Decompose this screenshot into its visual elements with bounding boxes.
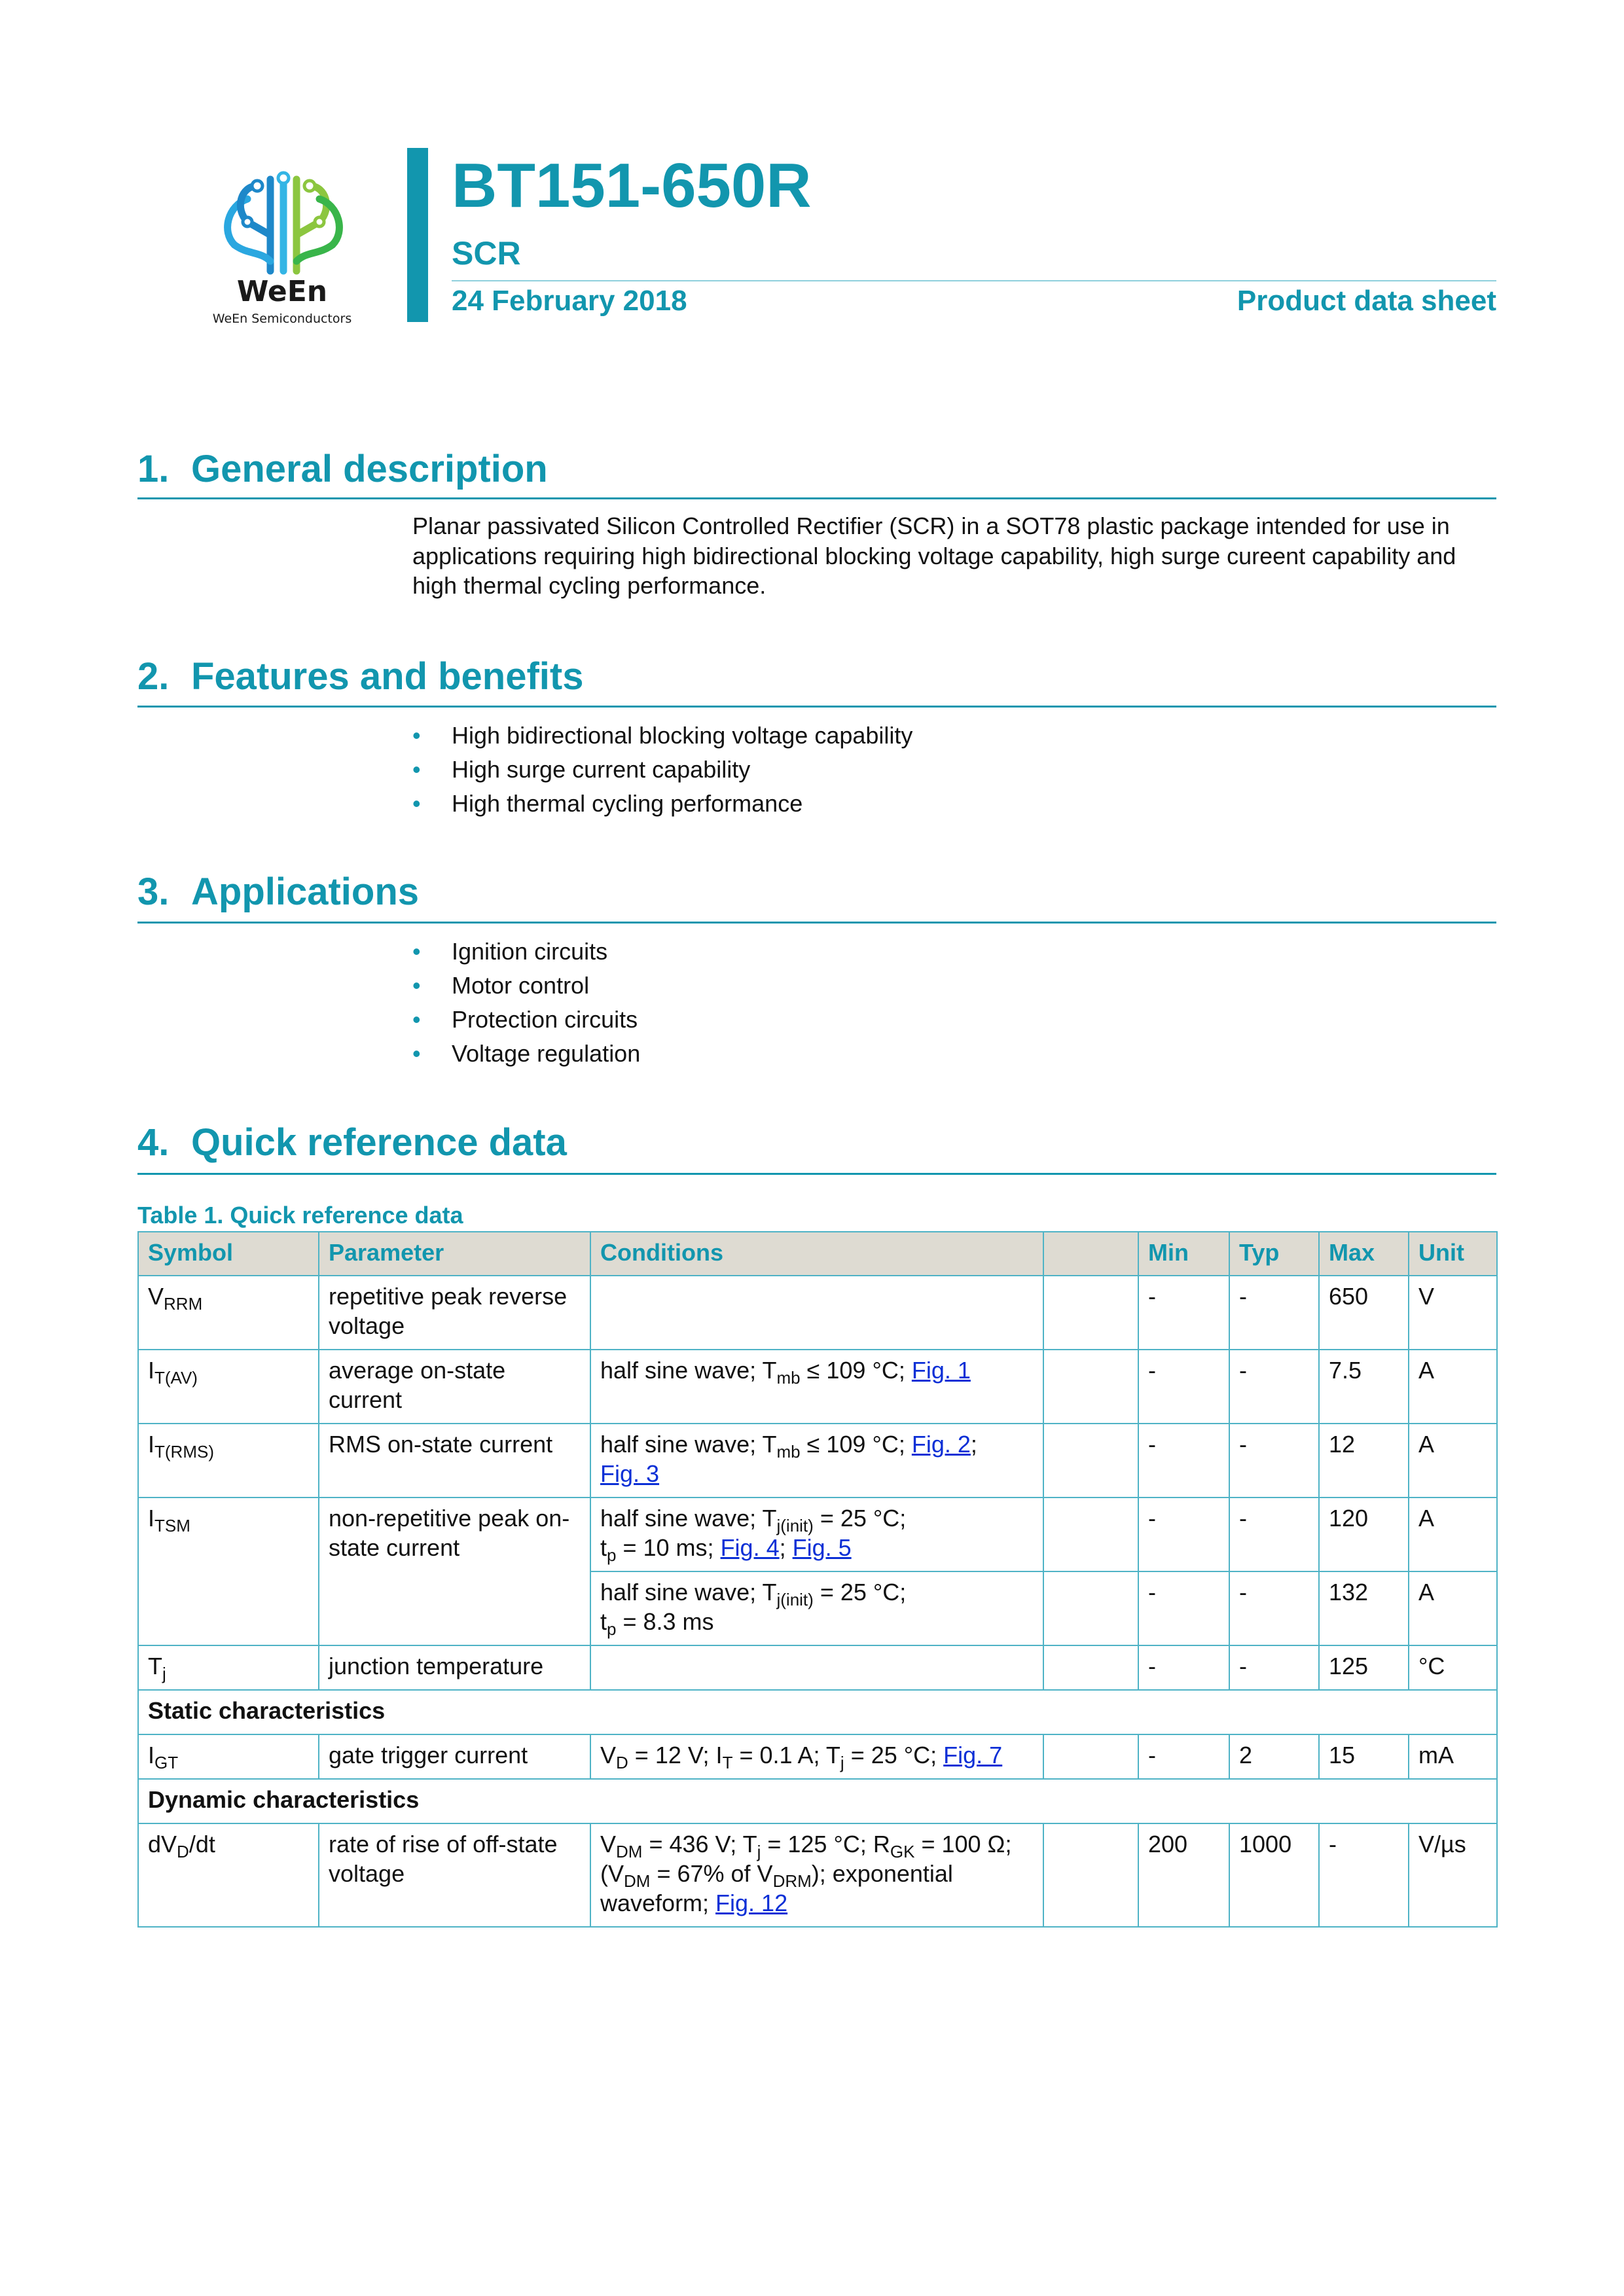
cond-text: t	[600, 1608, 607, 1635]
min-cell: -	[1138, 1571, 1229, 1645]
fig1-link[interactable]: Fig. 1	[911, 1357, 971, 1384]
conditions-cell	[590, 1350, 1043, 1424]
document-date: 24 February 2018	[452, 285, 687, 317]
parameter-cell: average on-state current	[319, 1350, 590, 1424]
list-item	[412, 969, 640, 1003]
max-cell: -	[1319, 1823, 1409, 1927]
min-cell: -	[1138, 1424, 1229, 1498]
max-cell: 120	[1319, 1498, 1409, 1571]
section-divider	[137, 706, 1496, 708]
bullet-icon: •	[412, 1006, 421, 1033]
symbol-cell	[138, 1734, 319, 1779]
section-heading-applications	[137, 870, 420, 913]
cond-text: waveform;	[600, 1890, 716, 1916]
fig4-link[interactable]: Fig. 4	[720, 1534, 780, 1561]
list-item-text: High surge current capability	[452, 756, 751, 783]
section-title: Features and benefits	[191, 655, 584, 698]
product-type: SCR	[452, 235, 521, 272]
table-header-row	[138, 1232, 1497, 1276]
cond-text: = 12 V; I	[628, 1742, 723, 1768]
cond-sub: DM	[624, 1871, 651, 1891]
max-cell: 125	[1319, 1645, 1409, 1690]
cond-sub: j(init)	[776, 1516, 814, 1535]
blank-cell	[1043, 1734, 1138, 1779]
table-row	[138, 1276, 1497, 1350]
section-number: 3.	[137, 870, 170, 913]
header-typ: Typ	[1229, 1232, 1319, 1276]
cond-text: V	[600, 1831, 617, 1857]
section-divider	[137, 1173, 1496, 1175]
max-cell: 15	[1319, 1734, 1409, 1779]
symbol-main: I	[148, 1505, 155, 1532]
cond-sub: GK	[890, 1842, 915, 1861]
parameter-cell: RMS on-state current	[319, 1424, 590, 1498]
cond-sub: T	[722, 1753, 733, 1772]
symbol-sub: j	[162, 1664, 166, 1683]
table-row	[138, 1823, 1497, 1927]
header-parameter: Parameter	[319, 1232, 590, 1276]
max-cell: 650	[1319, 1276, 1409, 1350]
conditions-cell	[590, 1645, 1043, 1690]
typ-cell: -	[1229, 1571, 1319, 1645]
table-row	[138, 1424, 1497, 1498]
symbol-sub: T(RMS)	[154, 1442, 214, 1462]
typ-cell: 1000	[1229, 1823, 1319, 1927]
symbol-main: I	[148, 1431, 155, 1458]
header-min: Min	[1138, 1232, 1229, 1276]
symbol-sub: TSM	[154, 1516, 190, 1535]
section-heading-general	[137, 450, 548, 488]
cond-text: = 67% of V	[650, 1860, 773, 1887]
conditions-cell	[590, 1498, 1043, 1571]
logo-subtext: WeEn Semiconductors	[212, 312, 352, 326]
symbol-cell	[138, 1823, 319, 1927]
blank-cell	[1043, 1823, 1138, 1927]
list-item-text: Voltage regulation	[452, 1040, 641, 1067]
bullet-icon: •	[412, 1040, 421, 1067]
conditions-cell	[590, 1823, 1043, 1927]
section-title: General description	[191, 448, 548, 490]
list-item	[412, 935, 640, 969]
section-heading-quickref	[137, 1121, 567, 1164]
blank-cell	[1043, 1571, 1138, 1645]
section-divider	[137, 922, 1496, 924]
typ-cell: -	[1229, 1498, 1319, 1571]
symbol-cell	[138, 1276, 319, 1350]
unit-cell: A	[1409, 1498, 1497, 1571]
min-cell: -	[1138, 1350, 1229, 1424]
unit-cell: A	[1409, 1571, 1497, 1645]
symbol-cell	[138, 1645, 319, 1690]
parameter-cell: junction temperature	[319, 1645, 590, 1690]
bullet-icon: •	[412, 938, 421, 965]
header-divider	[452, 280, 1496, 281]
table-caption: Table 1. Quick reference data	[137, 1202, 463, 1229]
typ-cell: -	[1229, 1645, 1319, 1690]
general-description-text: Planar passivated Silicon Controlled Rectifier (SCR) in a SOT78 plastic package intended for use in applications requiring high bidirectional blocking voltage capability, high surge cureent capability and high thermal cycling performance.	[412, 512, 1456, 599]
section-number: 4.	[137, 1121, 170, 1164]
cond-text: = 25 °C;	[844, 1742, 944, 1768]
bullet-icon: •	[412, 722, 421, 749]
cond-text: = 125 °C; R	[761, 1831, 890, 1857]
cond-text: = 25 °C;	[813, 1579, 907, 1605]
min-cell: -	[1138, 1734, 1229, 1779]
symbol-main: V	[148, 1283, 164, 1310]
header-symbol: Symbol	[138, 1232, 319, 1276]
cond-separator: ;	[970, 1431, 977, 1458]
cond-text: V	[600, 1742, 617, 1768]
list-item-text: High thermal cycling performance	[452, 790, 803, 817]
symbol-main: I	[148, 1742, 155, 1768]
max-cell: 7.5	[1319, 1350, 1409, 1424]
cond-sub: j	[840, 1753, 844, 1772]
section-title: Applications	[191, 870, 420, 913]
table-row	[138, 1645, 1497, 1690]
section-number: 1.	[137, 448, 170, 490]
conditions-cell	[590, 1276, 1043, 1350]
static-characteristics-heading: Static characteristics	[138, 1690, 1497, 1734]
table-subheader-row	[138, 1690, 1497, 1734]
symbol-cell	[138, 1424, 319, 1498]
symbol-suffix: /dt	[189, 1831, 215, 1857]
min-cell: -	[1138, 1498, 1229, 1571]
cond-text: t	[600, 1534, 607, 1561]
quick-reference-table	[137, 1231, 1498, 1928]
fig3-link[interactable]: Fig. 3	[600, 1460, 660, 1487]
symbol-sub: RRM	[164, 1294, 203, 1314]
cond-sub: mb	[776, 1442, 801, 1462]
cond-text: half sine wave; T	[600, 1579, 777, 1605]
fig2-link[interactable]: Fig. 2	[911, 1431, 971, 1458]
blank-cell	[1043, 1276, 1138, 1350]
bullet-icon: •	[412, 756, 421, 783]
cond-sub: DRM	[772, 1871, 812, 1891]
blank-cell	[1043, 1498, 1138, 1571]
cond-text: = 25 °C;	[813, 1505, 907, 1532]
min-cell: -	[1138, 1276, 1229, 1350]
list-item	[412, 753, 912, 787]
bullet-icon: •	[412, 972, 421, 999]
cond-text: = 100 Ω;	[914, 1831, 1012, 1857]
symbol-sub: D	[177, 1842, 189, 1861]
section-divider	[137, 497, 1496, 499]
applications-list	[412, 935, 640, 1071]
typ-cell: -	[1229, 1276, 1319, 1350]
list-item	[412, 1003, 640, 1037]
min-cell: 200	[1138, 1823, 1229, 1927]
conditions-cell	[590, 1571, 1043, 1645]
cond-text: half sine wave; T	[600, 1431, 777, 1458]
header-blank	[1043, 1232, 1138, 1276]
section-number: 2.	[137, 655, 170, 698]
symbol-cell	[138, 1350, 319, 1424]
cond-sub: p	[607, 1545, 617, 1565]
table-row	[138, 1734, 1497, 1779]
header-unit: Unit	[1409, 1232, 1497, 1276]
cond-text: ≤ 109 °C;	[800, 1431, 912, 1458]
unit-cell: °C	[1409, 1645, 1497, 1690]
section-heading-features	[137, 655, 584, 698]
dynamic-characteristics-heading: Dynamic characteristics	[138, 1779, 1497, 1823]
list-item-text: Ignition circuits	[452, 938, 608, 965]
unit-cell: A	[1409, 1424, 1497, 1498]
cond-text: half sine wave; T	[600, 1357, 777, 1384]
list-item-text: High bidirectional blocking voltage capability	[452, 722, 913, 749]
symbol-main: dV	[148, 1831, 177, 1857]
cond-text: half sine wave; T	[600, 1505, 777, 1532]
list-item	[412, 1037, 640, 1071]
features-list	[412, 719, 912, 821]
fig5-link[interactable]: Fig. 5	[792, 1534, 852, 1561]
max-cell: 12	[1319, 1424, 1409, 1498]
unit-cell: A	[1409, 1350, 1497, 1424]
cond-separator: ;	[779, 1534, 793, 1561]
cond-sub: mb	[776, 1368, 801, 1388]
cond-sub: j	[757, 1842, 761, 1861]
min-cell: -	[1138, 1645, 1229, 1690]
conditions-cell	[590, 1734, 1043, 1779]
list-item-text: Protection circuits	[452, 1006, 638, 1033]
table-row	[138, 1350, 1497, 1424]
parameter-cell: repetitive peak reverse voltage	[319, 1276, 590, 1350]
cond-text: ≤ 109 °C;	[800, 1357, 912, 1384]
typ-cell: -	[1229, 1350, 1319, 1424]
typ-cell: -	[1229, 1424, 1319, 1498]
fig12-link[interactable]: Fig. 12	[715, 1890, 788, 1916]
parameter-cell: rate of rise of off-state voltage	[319, 1823, 590, 1927]
document-type: Product data sheet	[1236, 285, 1496, 317]
blank-cell	[1043, 1350, 1138, 1424]
list-item	[412, 787, 912, 821]
cond-text: = 8.3 ms	[616, 1608, 714, 1635]
unit-cell: V	[1409, 1276, 1497, 1350]
cond-sub: DM	[616, 1842, 643, 1861]
section-title: Quick reference data	[191, 1121, 567, 1164]
conditions-cell	[590, 1424, 1043, 1498]
max-cell: 132	[1319, 1571, 1409, 1645]
symbol-sub: GT	[154, 1753, 179, 1772]
symbol-sub: T(AV)	[154, 1368, 198, 1388]
header-accent-bar	[407, 148, 428, 322]
cond-sub: j(init)	[776, 1590, 814, 1609]
typ-cell: 2	[1229, 1734, 1319, 1779]
parameter-cell: non-repetitive peak on-state current	[319, 1498, 590, 1645]
fig7-link[interactable]: Fig. 7	[943, 1742, 1003, 1768]
cond-sub: D	[616, 1753, 628, 1772]
list-item	[412, 719, 912, 753]
table-subheader-row	[138, 1779, 1497, 1823]
cond-sub: p	[607, 1619, 617, 1639]
symbol-cell	[138, 1498, 319, 1645]
unit-cell: V/µs	[1409, 1823, 1497, 1927]
cond-text: (V	[600, 1860, 624, 1887]
bullet-icon: •	[412, 790, 421, 817]
blank-cell	[1043, 1645, 1138, 1690]
product-title: BT151-650R	[452, 151, 812, 221]
header-max: Max	[1319, 1232, 1409, 1276]
table-row	[138, 1498, 1497, 1571]
cond-text: = 10 ms;	[616, 1534, 721, 1561]
cond-text: ); exponential	[811, 1860, 953, 1887]
blank-cell	[1043, 1424, 1138, 1498]
list-item-text: Motor control	[452, 972, 590, 999]
header-conditions: Conditions	[590, 1232, 1043, 1276]
unit-cell: mA	[1409, 1734, 1497, 1779]
symbol-main: T	[148, 1653, 162, 1679]
logo-wordmark: WeEn	[236, 275, 328, 308]
parameter-cell: gate trigger current	[319, 1734, 590, 1779]
cond-text: = 0.1 A; T	[732, 1742, 840, 1768]
symbol-main: I	[148, 1357, 155, 1384]
cond-text: = 436 V; T	[642, 1831, 757, 1857]
